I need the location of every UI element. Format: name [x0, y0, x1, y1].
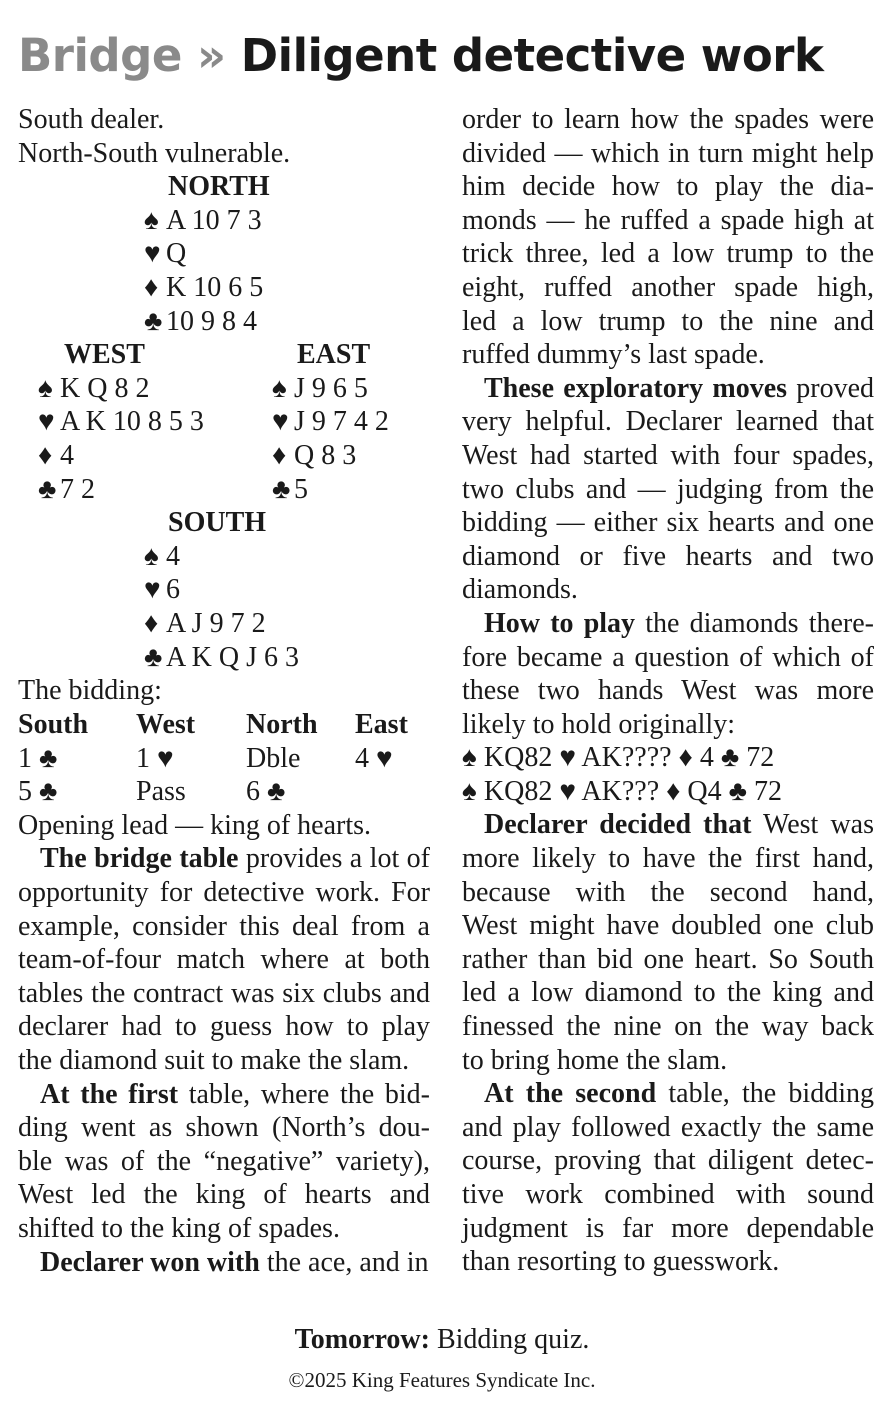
right-article-body-continued — [462, 808, 874, 1278]
line-text: opportunity for detective work. For — [18, 876, 430, 908]
paragraph-lead-in: At the first — [40, 1078, 179, 1110]
line-text: trick three, led a low trump to the — [462, 238, 874, 270]
spade-icon: ♠ — [144, 204, 159, 236]
bidding-label: The bidding: — [18, 675, 162, 707]
line-text: diamonds. — [462, 574, 578, 606]
north-diamonds: ♦ K 10 6 5 — [144, 271, 264, 303]
paragraph-lead-in: How to play — [484, 607, 636, 639]
bid-cell: Pass — [136, 776, 186, 808]
candidate-hand-1: ♠ KQ82 ♥ AK???? ♦ 4 ♣ 72 — [462, 742, 775, 774]
paragraph-lead-in: The bridge table — [40, 843, 239, 875]
west-clubs: ♣ 7 2 — [38, 473, 95, 505]
article-line — [462, 540, 874, 574]
right-article-body — [462, 103, 874, 741]
article-title: Diligent detective work — [240, 29, 824, 82]
club-icon: ♣ — [38, 473, 57, 505]
north-spades: ♠ A 10 7 3 — [144, 204, 262, 236]
line-text: likely to hold originally: — [462, 708, 735, 740]
bidding-header-north: North — [246, 709, 318, 740]
south-spades: ♠ 4 — [144, 540, 180, 572]
line-text: ble was of the “negative” variety), — [18, 1145, 430, 1177]
tomorrow-label: Tomorrow: — [294, 1324, 430, 1355]
bidding-header-row — [18, 708, 430, 742]
south-hand — [144, 540, 299, 674]
heart-icon: ♥ — [144, 574, 161, 606]
heart-icon: ♥ — [38, 406, 55, 438]
line-text: monds — he ruffed a spade high at — [462, 204, 874, 236]
south-hearts: ♥ 6 — [144, 574, 180, 606]
line-text: tables the contract was six clubs and — [18, 977, 430, 1009]
line-text: more likely to have the first hand, — [462, 843, 874, 875]
headline-separator: » — [197, 29, 226, 82]
candidate-hands — [462, 741, 874, 808]
west-spades: ♠ K Q 8 2 — [38, 372, 150, 404]
club-icon: ♣ — [144, 305, 163, 337]
south-label: SOUTH — [168, 507, 267, 539]
south-diamonds: ♦ A J 9 7 2 — [144, 607, 266, 639]
club-icon: ♣ — [272, 473, 291, 505]
left-column — [18, 103, 430, 1279]
article-line — [462, 405, 874, 439]
article-line — [462, 1010, 874, 1044]
line-text: West had started with four spades, — [462, 439, 874, 471]
article-line — [462, 473, 874, 507]
club-icon: ♣ — [144, 641, 163, 673]
article-line — [462, 976, 874, 1010]
line-text: West was — [751, 809, 874, 841]
line-text: the diamonds there- — [635, 607, 874, 639]
bidding-row — [18, 742, 430, 776]
article-line — [462, 607, 874, 641]
article-line — [18, 1044, 430, 1078]
article-line — [462, 1212, 874, 1246]
article-line — [18, 1212, 430, 1246]
line-text: diamond or five hearts and two — [462, 540, 874, 572]
article-line — [18, 842, 430, 876]
copyright: ©2025 King Features Syndicate Inc. — [288, 1368, 596, 1392]
article-line — [462, 170, 874, 204]
deal-diagram — [18, 103, 430, 708]
line-text: table, where the bid- — [178, 1078, 431, 1110]
line-text: rather than bid one heart. So South — [462, 943, 874, 975]
article-line — [462, 137, 874, 171]
line-text: ruffed dummy’s last spade. — [462, 339, 765, 371]
article-line — [462, 103, 874, 137]
spade-icon: ♠ — [38, 372, 53, 404]
north-hearts: ♥ Q — [144, 238, 187, 270]
article-line — [462, 271, 874, 305]
line-text: very helpful. Declarer learned that — [462, 406, 874, 438]
paragraph-lead-in: At the second — [484, 1078, 657, 1110]
heart-icon: ♥ — [272, 406, 289, 438]
diamond-icon: ♦ — [38, 439, 53, 471]
west-hand — [38, 372, 204, 506]
article-line — [18, 977, 430, 1011]
line-text: West led the king of hearts and — [18, 1179, 430, 1211]
bid-cell: 6 ♣ — [246, 776, 286, 808]
article-line — [462, 1245, 874, 1279]
east-diamonds: ♦ Q 8 3 — [272, 439, 357, 471]
article-line — [462, 1178, 874, 1212]
line-text: provides a lot of — [238, 843, 430, 875]
line-text: and play followed exactly the same — [462, 1111, 874, 1143]
paragraph-lead-in: Declarer decided that — [484, 809, 752, 841]
article-line — [462, 305, 874, 339]
opening-lead: Opening lead — king of hearts. — [18, 809, 372, 841]
bidding-header-east: East — [355, 709, 408, 740]
north-label: NORTH — [168, 171, 270, 203]
line-text: divided — which in turn might help — [462, 137, 874, 169]
line-text: ding went as shown (North’s dou- — [18, 1112, 430, 1144]
article-line — [462, 1111, 874, 1145]
line-text: declarer had to guess how to play — [18, 1011, 430, 1043]
line-text: bidding — either six hearts and one — [462, 507, 874, 539]
article-line — [462, 237, 874, 271]
north-hand — [144, 204, 263, 338]
article-line — [462, 1077, 874, 1111]
left-article-body — [18, 842, 430, 1279]
line-text: the diamond suit to make the slam. — [18, 1044, 410, 1076]
line-text: proved — [787, 372, 874, 404]
line-text: order to learn how the spades were — [462, 104, 874, 135]
west-hearts: ♥ A K 10 8 5 3 — [38, 406, 204, 438]
article-line — [18, 1078, 430, 1112]
diamond-icon: ♦ — [272, 439, 287, 471]
right-column — [462, 103, 874, 1279]
line-text: team-of-four match where at both — [18, 944, 430, 976]
article-line — [462, 808, 874, 842]
line-text: judgment is far more dependable — [462, 1212, 874, 1244]
article-line — [462, 372, 874, 406]
article-line — [462, 204, 874, 238]
line-text: West might have doubled one club — [462, 910, 874, 942]
article-line — [18, 943, 430, 977]
article-line — [18, 910, 430, 944]
article-line — [462, 842, 874, 876]
article-line — [462, 506, 874, 540]
south-clubs: ♣ A K Q J 6 3 — [144, 641, 300, 673]
article-line — [462, 943, 874, 977]
spade-icon: ♠ — [272, 372, 287, 404]
article-line — [462, 439, 874, 473]
diamond-icon: ♦ — [144, 271, 159, 303]
bidding-row — [18, 775, 430, 809]
section-name: Bridge — [18, 29, 182, 82]
north-clubs: ♣ 10 9 8 4 — [144, 305, 257, 337]
east-hearts: ♥ J 9 7 4 2 — [272, 406, 389, 438]
paragraph-lead-in: These exploratory moves — [484, 372, 788, 404]
heart-icon: ♥ — [144, 238, 161, 270]
line-text: led a low trump to the nine and — [462, 305, 874, 337]
line-text: to bring home the slam. — [462, 1044, 728, 1076]
line-text: fore became a question of which of — [462, 641, 874, 673]
bidding-header-west: West — [136, 709, 196, 740]
line-text: than resorting to guesswork. — [462, 1246, 780, 1278]
article-line — [462, 1044, 874, 1078]
article-line — [18, 876, 430, 910]
line-text: because with the second hand, — [462, 876, 874, 908]
article-line — [18, 1145, 430, 1179]
line-text: example, consider this deal from a — [18, 910, 430, 942]
bid-cell: 4 ♥ — [355, 742, 393, 774]
east-label: EAST — [297, 339, 371, 371]
bid-cell: 1 ♣ — [18, 742, 58, 774]
headline — [18, 26, 878, 86]
bid-cell: 5 ♣ — [18, 776, 58, 808]
article-line — [18, 1246, 430, 1280]
article-line — [18, 1178, 430, 1212]
east-spades: ♠ J 9 6 5 — [272, 372, 368, 404]
article-line — [462, 909, 874, 943]
bid-cell: Dble — [246, 742, 301, 774]
east-hand — [272, 372, 389, 506]
article-line — [462, 641, 874, 675]
line-text: tive work combined with sound — [462, 1179, 874, 1210]
article-line — [462, 1144, 874, 1178]
line-text: the ace, and in — [259, 1246, 429, 1278]
dealer-line: South dealer. — [18, 104, 165, 135]
line-text: shifted to the king of spades. — [18, 1212, 340, 1244]
east-clubs: ♣ 5 — [272, 473, 308, 505]
line-text: finessed the nine on the way back — [462, 1011, 874, 1043]
article-line — [462, 708, 874, 742]
article-line — [462, 876, 874, 910]
line-text: course, proving that diligent detec- — [462, 1145, 874, 1177]
article-line — [18, 1010, 430, 1044]
tomorrow-line — [0, 1323, 884, 1357]
line-text: these two hands West was more — [462, 675, 874, 707]
vulnerability-line: North-South vulnerable. — [18, 137, 291, 169]
article-line — [18, 1111, 430, 1145]
line-text: led a low diamond to the king and — [462, 977, 874, 1009]
article-line — [462, 674, 874, 708]
candidate-hand-2: ♠ KQ82 ♥ AK??? ♦ Q4 ♣ 72 — [462, 775, 783, 807]
tomorrow-text: Bidding quiz. — [429, 1324, 590, 1355]
bidding-header-south: South — [18, 709, 89, 740]
paragraph-lead-in: Declarer won with — [40, 1246, 260, 1278]
west-label: WEST — [64, 339, 145, 371]
line-text: table, the bidding — [656, 1078, 874, 1110]
line-text: him decide how to play the dia- — [462, 171, 874, 203]
article-line — [462, 338, 874, 372]
article-line — [462, 573, 874, 607]
spade-icon: ♠ — [144, 540, 159, 572]
diamond-icon: ♦ — [144, 607, 159, 639]
line-text: eight, ruffed another spade high, — [462, 271, 874, 303]
bidding-table — [18, 708, 430, 809]
bid-cell: 1 ♥ — [136, 742, 174, 774]
west-diamonds: ♦ 4 — [38, 439, 74, 471]
line-text: two clubs and — judging from the — [462, 473, 874, 505]
